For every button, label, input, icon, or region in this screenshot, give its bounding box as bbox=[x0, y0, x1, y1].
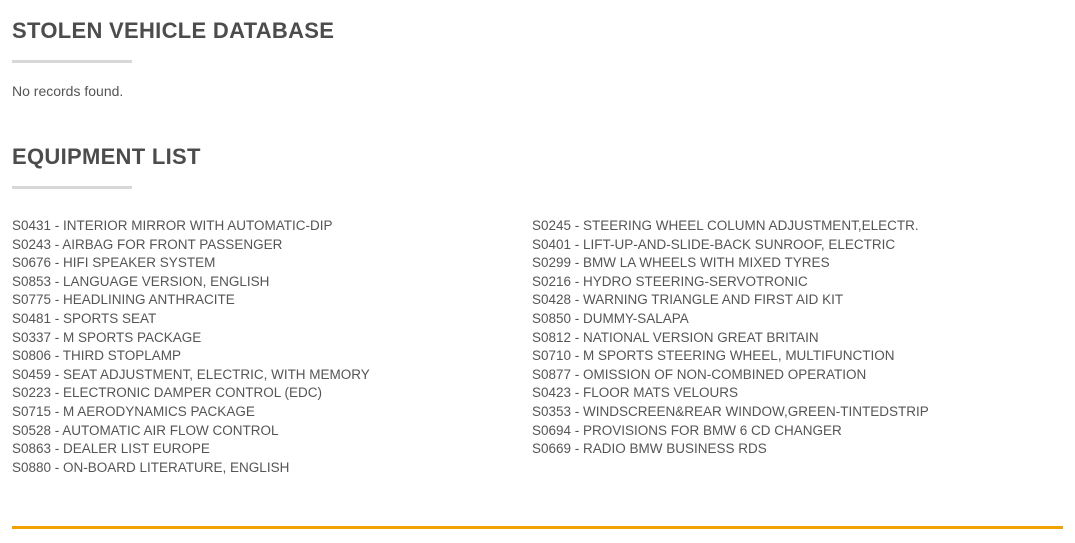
list-item: S0715 - M AERODYNAMICS PACKAGE bbox=[12, 403, 255, 419]
stolen-vehicle-message: No records found. bbox=[12, 83, 124, 99]
equipment-columns bbox=[12, 217, 1063, 477]
list-item: S0710 - M SPORTS STEERING WHEEL, MULTIFUNCTION bbox=[532, 348, 895, 364]
list-item: S0459 - SEAT ADJUSTMENT, ELECTRIC, WITH MEMORY bbox=[12, 366, 370, 382]
list-item: S0216 - HYDRO STEERING-SERVOTRONIC bbox=[532, 273, 808, 289]
list-item: S0245 - STEERING WHEEL COLUMN ADJUSTMENT,ELECTR. bbox=[532, 218, 919, 233]
list-item: S0431 - INTERIOR MIRROR WITH AUTOMATIC-DIP bbox=[12, 218, 333, 233]
list-item: S0806 - THIRD STOPLAMP bbox=[12, 348, 182, 364]
list-item: S0775 - HEADLINING ANTHRACITE bbox=[12, 292, 235, 308]
list-item: S0880 - ON-BOARD LITERATURE, ENGLISH bbox=[12, 459, 290, 475]
stolen-vehicle-heading: STOLEN VEHICLE DATABASE bbox=[12, 18, 335, 43]
list-item: S0850 - DUMMY-SALAPA bbox=[532, 310, 689, 326]
list-item: S0812 - NATIONAL VERSION GREAT BRITAIN bbox=[532, 329, 819, 345]
list-item: S0877 - OMISSION OF NON-COMBINED OPERATION bbox=[532, 366, 867, 382]
equipment-column-right bbox=[532, 217, 1052, 477]
list-item: S0337 - M SPORTS PACKAGE bbox=[12, 329, 202, 345]
list-item: S0669 - RADIO BMW BUSINESS RDS bbox=[532, 441, 767, 457]
list-item: S0299 - BMW LA WHEELS WITH MIXED TYRES bbox=[532, 255, 830, 271]
list-item: S0863 - DEALER LIST EUROPE bbox=[12, 441, 210, 457]
list-item: S0353 - WINDSCREEN&REAR WINDOW,GREEN-TINTEDSTRIP bbox=[532, 403, 929, 419]
footer-accent-rule bbox=[12, 526, 1063, 529]
list-item: S0401 - LIFT-UP-AND-SLIDE-BACK SUNROOF, ELECTRIC bbox=[532, 236, 896, 252]
list-item: S0853 - LANGUAGE VERSION, ENGLISH bbox=[12, 273, 270, 289]
equipment-column-left bbox=[12, 217, 532, 477]
equipment-heading-rule bbox=[12, 186, 132, 189]
list-item: S0428 - WARNING TRIANGLE AND FIRST AID KIT bbox=[532, 292, 844, 308]
list-item: S0481 - SPORTS SEAT bbox=[12, 310, 157, 326]
list-item: S0528 - AUTOMATIC AIR FLOW CONTROL bbox=[12, 422, 279, 438]
list-item: S0676 - HIFI SPEAKER SYSTEM bbox=[12, 255, 216, 271]
list-item: S0694 - PROVISIONS FOR BMW 6 CD CHANGER bbox=[532, 422, 842, 438]
list-item: S0423 - FLOOR MATS VELOURS bbox=[532, 385, 739, 401]
equipment-section bbox=[12, 126, 1063, 477]
equipment-heading: EQUIPMENT LIST bbox=[12, 144, 201, 169]
list-item: S0243 - AIRBAG FOR FRONT PASSENGER bbox=[12, 236, 283, 252]
list-item: S0223 - ELECTRONIC DAMPER CONTROL (EDC) bbox=[12, 385, 323, 401]
stolen-vehicle-heading-rule bbox=[12, 60, 132, 63]
stolen-vehicle-section bbox=[12, 0, 1063, 99]
